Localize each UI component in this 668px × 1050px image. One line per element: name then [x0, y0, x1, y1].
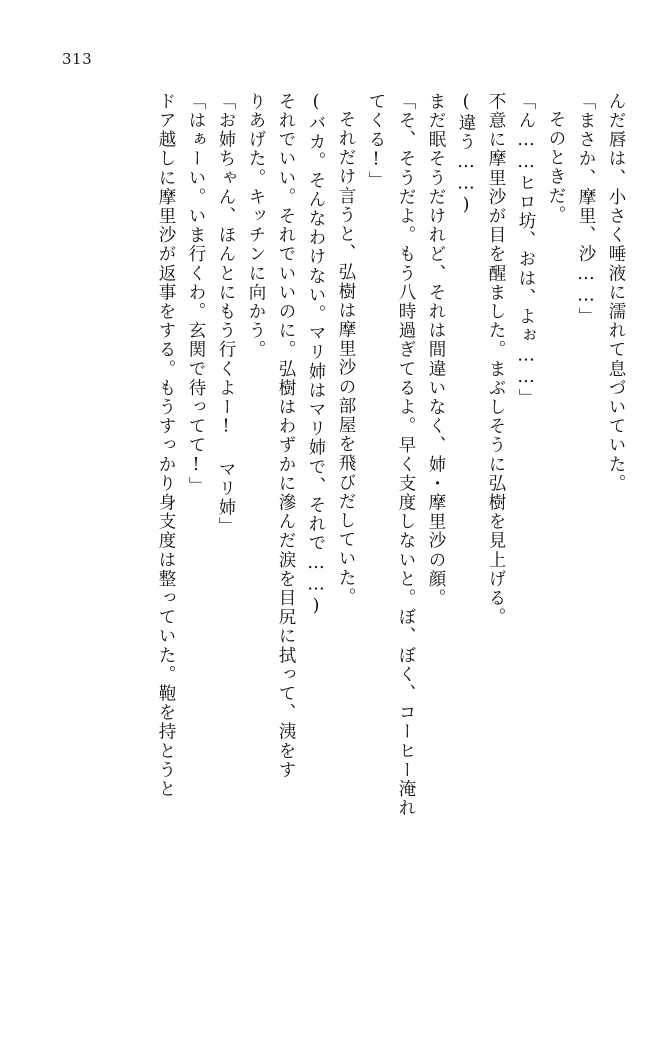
vertical-text-body: [44, 92, 624, 1020]
text-line: そのときだ。: [546, 110, 566, 225]
text-line: 「はぁーい。いま行くわ。玄関で待ってて!」: [186, 92, 206, 496]
text-line: (違う……): [456, 92, 476, 217]
text-line: それでいい。それでいいのに。弘樹はわずかに滲んだ涙を目尻に拭って、洟をす: [276, 92, 296, 780]
text-line: 「そ、そうだよ。もう八時過ぎてるよ。早く支度しないと。ぼ、ぼく、コーヒー淹れ: [396, 92, 416, 818]
text-line: んだ唇は、小さく唾液に濡れて息づいていた。: [606, 92, 626, 494]
text-line: 「お姉ちゃん、ほんとにもう行くよー! マリ姉」: [216, 92, 236, 537]
text-line: ドア越しに摩里沙が返事をする。もうすっかり身支度は整っていた。鞄を持とうと: [156, 92, 176, 799]
text-line: (バカ。そんなわけない。マリ姉はマリ姉で、それで……): [306, 92, 326, 618]
text-line: 「まさか、摩里、沙……」: [576, 92, 596, 327]
text-line: りあげた。キッチンに向かう。: [246, 92, 266, 360]
text-line: それだけ言うと、弘樹は摩里沙の部屋を飛びだしていた。: [336, 110, 356, 607]
text-line: まだ眠そうだけれど、それは間違いなく、姉・摩里沙の顔。: [426, 92, 446, 608]
text-line: 不意に摩里沙が目を醒ました。まぶしそうに弘樹を見上げる。: [486, 92, 506, 627]
text-line: てくる!」: [366, 92, 386, 190]
page-number: 313: [62, 50, 93, 68]
text-line: 「ん……ヒロ坊、おは、よぉ……」: [516, 92, 536, 408]
